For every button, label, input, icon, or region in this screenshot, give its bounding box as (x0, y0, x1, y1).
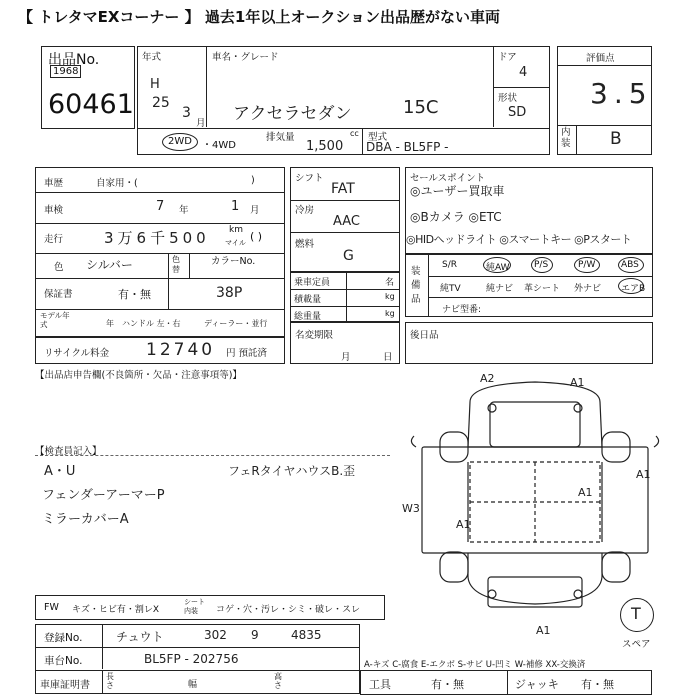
color-label: 色 (54, 262, 64, 273)
equip-sr: S/R (442, 260, 457, 270)
fw-label: FW (44, 602, 59, 613)
equip-airbag: エアB (621, 284, 646, 294)
color-no-label: カラーNo. (211, 256, 256, 267)
car-diagram (402, 372, 660, 642)
inspect-label: 車検 (44, 205, 64, 216)
mark-a2: A2 (480, 372, 495, 385)
color-no-value: 38P (216, 285, 243, 301)
mark-w3: W3 (402, 502, 420, 515)
mark-a1-left: A1 (456, 518, 471, 531)
spare-mark: T (631, 604, 641, 623)
recycle-value: 12740 (146, 340, 216, 360)
cert-label: 車庫証明書 (40, 680, 90, 691)
selling-line-1: ◎ユーザー買取車 (410, 184, 505, 198)
displacement: 1,500 (306, 139, 344, 154)
mileage-label: 走行 (44, 234, 64, 245)
lot-sub: 1968 (50, 65, 81, 78)
lot-label: 出品No. (48, 52, 100, 68)
year-value: 25 (152, 95, 170, 111)
car-grade: 15C (403, 97, 439, 118)
tools-box (360, 670, 652, 695)
door-label: ドア (498, 52, 517, 63)
equip-aw: 純AW (486, 263, 510, 273)
ac-label: 冷房 (295, 205, 315, 216)
inspect-month-unit: 月 (250, 205, 260, 216)
mark-a1-mid: A1 (578, 486, 593, 499)
fuel-label: 燃料 (295, 239, 315, 250)
model-year-label: モデル年式 (40, 311, 70, 329)
shape-value: SD (508, 105, 527, 120)
jack-value: 有・無 (581, 678, 614, 691)
reg-kana: 9 (251, 628, 259, 642)
dealer-label: ディーラー・並行 (204, 319, 268, 328)
disp-label: 排気量 (266, 132, 295, 143)
fw-items: キズ・ヒビ有・割レX (72, 605, 159, 615)
reg-area: チュウト (116, 630, 164, 644)
total-label: 総重量 (294, 312, 322, 322)
mile-unit: マイル (225, 239, 246, 247)
equip-navi: 純ナビ (486, 284, 514, 294)
mid-box (290, 167, 400, 272)
name-change-day: 日 (383, 352, 393, 363)
selling-box (405, 167, 653, 254)
height-label: 高さ (274, 672, 282, 690)
later-label: 後日品 (410, 330, 439, 341)
chassis-value: BL5FP - 202756 (144, 652, 239, 666)
ac-value: AAC (333, 214, 360, 229)
reg-value: 自家用・( (96, 178, 138, 189)
equip-ext-navi: 外ナビ (574, 284, 602, 294)
name-change-box (290, 322, 400, 364)
width-label: 幅 (188, 680, 198, 690)
mileage-value: 3万6千500 (104, 229, 210, 247)
lot-box (41, 46, 135, 129)
warranty-value: 有・無 (118, 288, 151, 301)
notice-label: 【出品店申告欄(不良箇所・欠品・注意事項等)】 (35, 370, 242, 381)
header-title-box (8, 4, 692, 29)
drive-4wd: ・4WD (202, 140, 236, 151)
fw-sheet: シート内装 (184, 598, 205, 615)
door-value: 4 (519, 65, 528, 80)
name-change-label: 名変期限 (295, 330, 334, 341)
selling-label: セールスポイント (410, 173, 486, 184)
capacity-unit: 名 (385, 278, 395, 288)
reg-no-label: 登録No. (44, 632, 83, 644)
equip-pw: P/W (578, 260, 596, 270)
mark-a1-bottom: A1 (536, 624, 551, 637)
fw-box (35, 595, 385, 620)
car-box (137, 46, 550, 155)
inspector-label: 【検査員記入】 (35, 446, 102, 457)
navi-model-label: ナビ型番: (442, 305, 482, 315)
color-change-label: 色替 (172, 255, 180, 274)
selling-line-2: ◎Bカメラ ◎ETC (410, 210, 502, 224)
name-label: 車名・グレード (212, 52, 279, 63)
inspect-year: 7 (156, 199, 165, 214)
registration-box (35, 624, 360, 694)
model-label: 型式 (368, 132, 388, 143)
reg-number: 4835 (291, 628, 322, 642)
shape-label: 形状 (498, 93, 518, 104)
equip-leather: 革シート (524, 284, 561, 294)
reg-label: 車歴 (44, 178, 64, 189)
chassis-label: 車台No. (44, 655, 83, 667)
recycle-label: リサイクル料金 (44, 348, 110, 359)
load-unit: kg (385, 292, 395, 301)
reg-class: 302 (204, 628, 227, 642)
handle-label: ハンドル 左・右 (122, 319, 181, 328)
tools-label: 工具 (369, 678, 391, 691)
reg-close: ) (251, 175, 255, 186)
recycle-box (35, 337, 285, 364)
damage-legend: A-キズ C-腐食 E-エクボ S-サビ U-凹ミ W-補修 XX-交換済 (364, 660, 586, 670)
shift-label: シフト (295, 173, 324, 184)
later-box (405, 322, 653, 364)
inspector-note-right: フェRタイヤハウスB.歪 (228, 464, 356, 478)
jack-label: ジャッキ (515, 678, 559, 691)
capacity-label: 乗車定員 (294, 278, 331, 288)
history-box (35, 167, 285, 337)
mark-a1-right: A1 (636, 468, 651, 481)
cc-unit: cc (350, 129, 359, 138)
total-unit: kg (385, 309, 395, 318)
equipment-label: 装備品 (411, 266, 421, 305)
spare-label: スペア (622, 639, 651, 650)
name-change-month: 月 (341, 352, 351, 363)
shift-value: FAT (331, 181, 355, 197)
model-value: DBA - BL5FP - (366, 140, 449, 154)
inspect-year-unit: 年 (179, 205, 189, 216)
equipment-box (405, 254, 653, 317)
equip-ps: P/S (534, 260, 549, 270)
model-year-unit: 年 (106, 319, 114, 328)
header-title: 【 トレタマEXコーナー 】 過去1年以上オークション出品歴がない車両 (18, 8, 501, 26)
inspector-note-1: A・U (44, 464, 76, 479)
equip-abs: ABS (621, 260, 639, 270)
score-label: 評価点 (586, 53, 615, 64)
mile-paren: ( ) (250, 230, 263, 243)
fw-items-2: コゲ・穴・汚レ・シミ・破レ・スレ (216, 605, 361, 615)
warranty-label: 保証書 (44, 289, 73, 300)
load-label: 積載量 (294, 295, 322, 305)
interior-value: B (610, 129, 622, 149)
inspect-month: 1 (231, 199, 240, 214)
month-value: 3 (182, 105, 191, 121)
inspector-note-2: フェンダーアーマーP (42, 488, 165, 503)
fuel-value: G (343, 248, 354, 264)
length-label: 長さ (106, 672, 114, 690)
tools-value: 有・無 (431, 678, 464, 691)
era-value: H (150, 77, 160, 92)
equip-tv: 純TV (440, 284, 461, 294)
color-value: シルバー (86, 258, 133, 272)
score-value: 3.5 (590, 77, 653, 110)
lot-number: 60461 (48, 89, 134, 120)
car-name: アクセラセダン (233, 104, 352, 124)
month-unit: 月 (196, 118, 206, 129)
score-box (557, 46, 652, 155)
mark-a1-top: A1 (570, 376, 585, 389)
inspector-note-3: ミラーカバーA (42, 512, 129, 527)
capacity-box (290, 272, 400, 322)
drive-2wd: 2WD (168, 136, 192, 147)
selling-line-3: ◎HIDヘッドライト ◎スマートキー ◎Pスタート (406, 233, 632, 246)
km-unit: km (229, 225, 243, 235)
interior-label: 内装 (561, 127, 571, 149)
year-label: 年式 (142, 52, 162, 63)
recycle-unit: 円 預託済 (226, 348, 268, 359)
